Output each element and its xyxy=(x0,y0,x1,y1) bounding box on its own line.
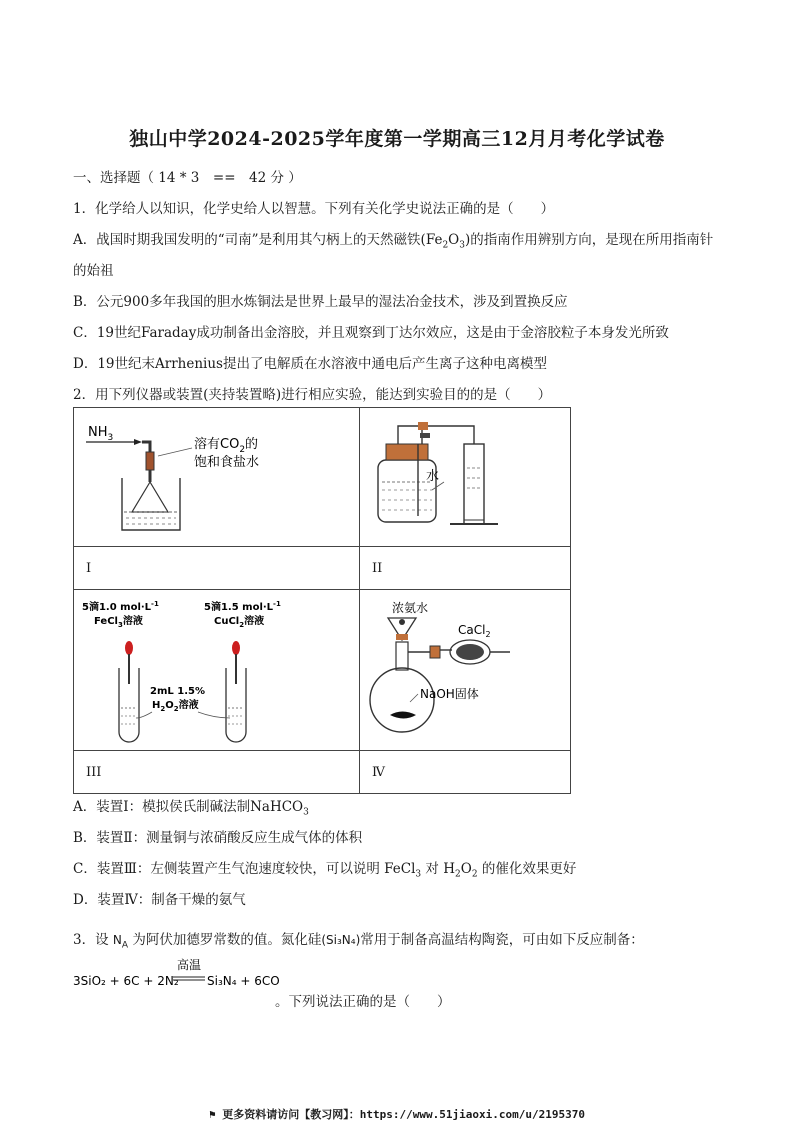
apparatus-label-i: I xyxy=(74,547,360,590)
question-2-option-c: C．装置Ⅲ：左侧装置产生气泡速度较快，可以说明 FeCl$_3$ 对 $H_2O_2$ 的催化效果更好 xyxy=(73,861,577,880)
apparatus-label-iii: III xyxy=(74,751,360,794)
question-2-option-b: B．装置Ⅱ：测量铜与浓硝酸反应生成气体的体积 xyxy=(73,830,363,846)
fig3-right-solution-label: CuCl$_2$溶液 xyxy=(214,616,265,629)
fig3-left-solution-label: FeCl$_3$溶液 xyxy=(94,616,143,629)
question-1-option-b: B．公元900多年我国的胆水炼铜法是世界上最早的湿法冶金技术，涉及到置换反应 xyxy=(73,294,568,310)
reaction-equation xyxy=(73,957,313,991)
fig4-naoh-label: NaOH固体 xyxy=(420,687,479,701)
apparatus-i-diagram xyxy=(74,408,359,542)
apparatus-i-figure xyxy=(74,408,360,547)
apparatus-label-iv: Ⅳ xyxy=(360,751,571,794)
apparatus-label-ii: II xyxy=(360,547,571,590)
question-2-option-d: D．装置Ⅳ：制备干燥的氨气 xyxy=(73,892,246,908)
apparatus-iii-diagram xyxy=(74,590,359,746)
fig3-middle-label-2: $H_2O_2$溶液 xyxy=(152,700,199,713)
question-1-option-d: D．19世纪末Arrhenius提出了电解质在水溶液中通电后产生离子这种电离模型 xyxy=(73,356,547,372)
question-3-stem-tail: 。下列说法正确的是（ ） xyxy=(275,994,451,1010)
question-3-stem: 3．设 $N_A$ 为阿伏加德罗常数的值。氮化硅(Si₃N₄)常用于制备高温结构陶瓷，可由如下反应制备： xyxy=(73,932,644,951)
apparatus-ii-diagram xyxy=(360,408,570,542)
apparatus-table xyxy=(73,407,571,794)
question-2-option-a: A．装置Ⅰ：模拟侯氏制碱法制NaHCO$_3$ xyxy=(73,799,309,818)
apparatus-iv-figure xyxy=(360,590,571,751)
fig3-right-reagent-label: 5滴1.5 $mol\cdot L^{-1}$ xyxy=(204,600,281,613)
fig1-solution-label-1: 溶有$CO_2$的 xyxy=(194,437,259,455)
fig1-solution-label-2: 饱和食盐水 xyxy=(194,455,260,470)
fig3-middle-label-1: 2mL 1.5% xyxy=(150,686,205,697)
apparatus-ii-figure xyxy=(360,408,571,547)
section-header: 一、选择题（ 14 * 3 == 42 分 ） xyxy=(73,170,302,186)
fig2-water-label: 水 xyxy=(426,469,440,484)
question-1-option-a: A．战国时期我国发明的“司南”是利用其勺柄上的天然磁铁$(Fe_2O_3)$的指南作用辨别方向，是现在所用指南针 xyxy=(73,232,714,251)
silicon-nitride-formula: (Si₃N₄) xyxy=(321,933,361,947)
apparatus-iv-diagram xyxy=(360,590,570,746)
equation-reactants: 3SiO₂ + 6C + 2N₂ xyxy=(73,974,179,988)
fig4-calcium-chloride-label: CaCl$_2$ xyxy=(458,623,491,639)
fig4-ammonia-label: 浓氨水 xyxy=(392,601,429,615)
flag-icon: ⚑ xyxy=(209,1108,216,1121)
equation-condition: 高温 xyxy=(177,958,202,972)
fig3-left-reagent-label: 5滴1.0 $mol\cdot L^{-1}$ xyxy=(82,600,159,613)
apparatus-iii-figure xyxy=(74,590,360,751)
equation-products: Si₃N₄ + 6CO xyxy=(207,974,280,988)
footer-link[interactable] xyxy=(0,1106,794,1122)
question-1-stem: 1．化学给人以知识，化学史给人以智慧。下列有关化学史说法正确的是（ ） xyxy=(73,201,555,217)
avogadro-symbol: $N_A$ xyxy=(112,933,129,951)
footer-text[interactable]: 更多资料请访问【教习网】：https://www.51jiaoxi.com/u/2195370 xyxy=(222,1108,585,1121)
question-1-option-a-continued: 的始祖 xyxy=(73,263,114,279)
fig1-gas-label: $NH_3$ xyxy=(88,425,114,443)
question-1-option-c: C．19世纪Faraday成功制备出金溶胶，并且观察到丁达尔效应，这是由于金溶胶粒子本身发光所致 xyxy=(73,325,669,341)
exam-title: 独山中学2024-2025学年度第一学期高三12月月考化学试卷 xyxy=(129,128,665,150)
question-2-stem: 2．用下列仪器或装置(夹持装置略)进行相应实验，能达到实验目的的是（ ） xyxy=(73,387,552,403)
